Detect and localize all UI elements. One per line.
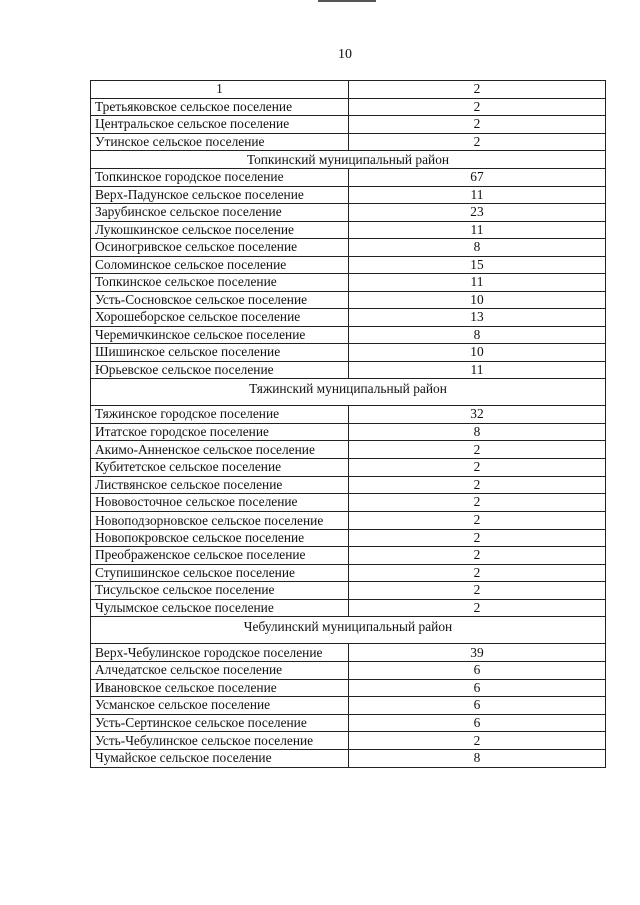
settlement-name: Топкинское городское поселение [91,169,349,187]
table-row [91,291,606,309]
table-row [91,169,606,187]
settlement-name: Зарубинское сельское поселение [91,204,349,222]
table-row [91,309,606,327]
settlement-value: 2 [349,547,606,565]
header-col-2: 2 [349,81,606,99]
settlement-name: Центральское сельское поселение [91,116,349,134]
settlement-name: Чумайское сельское поселение [91,750,349,768]
table-body [91,81,606,768]
settlement-value: 2 [349,732,606,750]
settlement-value: 67 [349,169,606,187]
table-row [91,547,606,565]
settlement-value: 11 [349,186,606,204]
table-row [91,564,606,582]
table-row [91,344,606,362]
settlement-name: Новопокровское сельское поселение [91,529,349,547]
settlement-value: 11 [349,221,606,239]
settlement-name: Листвянское сельское поселение [91,476,349,494]
settlement-value: 2 [349,476,606,494]
settlement-name: Утинское сельское поселение [91,133,349,151]
table-row [91,662,606,680]
settlement-value: 2 [349,511,606,529]
table-row [91,133,606,151]
settlement-name: Лукошкинское сельское поселение [91,221,349,239]
table-row [91,256,606,274]
settlement-value: 2 [349,459,606,477]
table-row [91,476,606,494]
table-row [91,750,606,768]
settlement-name: Усть-Сосновское сельское поселение [91,291,349,309]
settlement-name: Кубитетское сельское поселение [91,459,349,477]
table-row [91,326,606,344]
settlement-name: Усть-Сертинское сельское поселение [91,714,349,732]
table-row [91,732,606,750]
settlement-value: 2 [349,582,606,600]
settlement-value: 10 [349,291,606,309]
district-header-row [91,151,606,169]
table-row [91,494,606,512]
district-header-row [91,617,606,644]
settlement-name: Верх-Падунское сельское поселение [91,186,349,204]
settlement-value: 15 [349,256,606,274]
district-name: Чебулинский муниципальный район [91,617,606,644]
settlement-value: 2 [349,529,606,547]
settlement-name: Преображенское сельское поселение [91,547,349,565]
settlement-value: 39 [349,644,606,662]
settlement-name: Черемичкинское сельское поселение [91,326,349,344]
settlement-name: Итатское городское поселение [91,423,349,441]
settlement-name: Ивановское сельское поселение [91,679,349,697]
settlement-value: 2 [349,494,606,512]
settlement-name: Усманское сельское поселение [91,697,349,715]
settlement-value: 6 [349,679,606,697]
page-number: 10 [338,47,352,62]
settlement-value: 8 [349,326,606,344]
settlement-name: Нововосточное сельское поселение [91,494,349,512]
settlement-value: 2 [349,133,606,151]
settlement-name: Усть-Чебулинское сельское поселение [91,732,349,750]
table-row [91,582,606,600]
settlement-name: Юрьевское сельское поселение [91,361,349,379]
settlement-name: Новоподзорновское сельское поселение [91,511,349,529]
table-row [91,644,606,662]
settlement-value: 32 [349,406,606,424]
settlement-name: Ступишинское сельское поселение [91,564,349,582]
settlement-table [90,80,606,768]
table-row [91,529,606,547]
table-row [91,361,606,379]
settlement-name: Шишинское сельское поселение [91,344,349,362]
settlement-name: Тяжинское городское поселение [91,406,349,424]
settlement-name: Алчедатское сельское поселение [91,662,349,680]
settlement-value: 2 [349,98,606,116]
table-row [91,116,606,134]
district-name: Топкинский муниципальный район [91,151,606,169]
settlement-name: Акимо-Анненское сельское поселение [91,441,349,459]
table-row [91,204,606,222]
settlement-value: 6 [349,697,606,715]
settlement-name: Соломинское сельское поселение [91,256,349,274]
settlement-value: 8 [349,423,606,441]
table-row [91,599,606,617]
settlement-value: 2 [349,441,606,459]
settlement-value: 10 [349,344,606,362]
settlement-name: Топкинское сельское поселение [91,274,349,292]
settlement-value: 6 [349,714,606,732]
settlement-name: Чулымское сельское поселение [91,599,349,617]
header-col-1: 1 [91,81,349,99]
table-row [91,697,606,715]
settlement-value: 11 [349,361,606,379]
table-row [91,423,606,441]
table-header-row [91,81,606,99]
district-header-row [91,379,606,406]
settlement-value: 6 [349,662,606,680]
settlement-value: 11 [349,274,606,292]
settlement-value: 2 [349,564,606,582]
settlement-value: 23 [349,204,606,222]
scan-mark [318,0,376,2]
table-row [91,406,606,424]
table-row [91,221,606,239]
table-row [91,441,606,459]
settlement-value: 2 [349,599,606,617]
settlement-name: Хорошеборское сельское поселение [91,309,349,327]
settlement-name: Тисульское сельское поселение [91,582,349,600]
settlement-name: Третьяковское сельское поселение [91,98,349,116]
table-row [91,239,606,257]
table-row [91,274,606,292]
settlement-value: 8 [349,239,606,257]
table-row [91,511,606,529]
settlement-value: 8 [349,750,606,768]
table-row [91,459,606,477]
settlement-value: 13 [349,309,606,327]
table-row [91,714,606,732]
table-row [91,679,606,697]
table-row [91,98,606,116]
settlement-name: Верх-Чебулинское городское поселение [91,644,349,662]
settlement-name: Осиногривское сельское поселение [91,239,349,257]
settlement-value: 2 [349,116,606,134]
table-row [91,186,606,204]
district-name: Тяжинский муниципальный район [91,379,606,406]
